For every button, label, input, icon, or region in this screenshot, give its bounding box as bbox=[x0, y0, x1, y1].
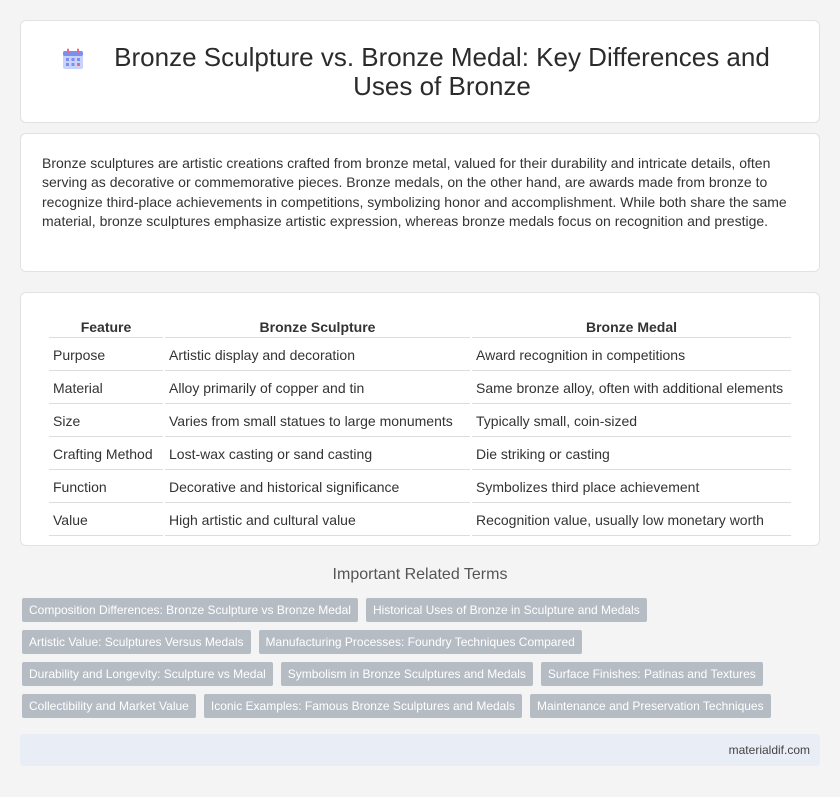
comparison-table bbox=[47, 313, 793, 538]
table-cell: Die striking or casting bbox=[472, 439, 791, 470]
term-tag[interactable]: Surface Finishes: Patinas and Textures bbox=[541, 662, 763, 686]
footer bbox=[20, 734, 820, 766]
table-row bbox=[49, 406, 791, 437]
column-header: Feature bbox=[49, 315, 163, 338]
table-cell: Alloy primarily of copper and tin bbox=[165, 373, 470, 404]
term-row bbox=[22, 598, 822, 622]
table-header-row bbox=[49, 315, 791, 338]
title-card bbox=[20, 20, 820, 123]
table-cell: Same bronze alloy, often with additional elements bbox=[472, 373, 791, 404]
table-cell: Purpose bbox=[49, 340, 163, 371]
table-row bbox=[49, 373, 791, 404]
term-tag[interactable]: Collectibility and Market Value bbox=[22, 694, 196, 718]
title-wrap bbox=[61, 43, 779, 101]
table-cell: Value bbox=[49, 505, 163, 536]
table-cell: Varies from small statues to large monuments bbox=[165, 406, 470, 437]
term-tag[interactable]: Composition Differences: Bronze Sculpture vs Bronze Medal bbox=[22, 598, 358, 622]
term-tag[interactable]: Maintenance and Preservation Techniques bbox=[530, 694, 771, 718]
table-cell: Material bbox=[49, 373, 163, 404]
table-row bbox=[49, 340, 791, 371]
intro-paragraph: Bronze sculptures are artistic creations crafted from bronze metal, valued for their durability and intricate details, often serving as decorative or commemorative pieces. Bronze medals, on the other hand, are awards made from bronze to recognize third-place achievements in competitions, symbolizing honor and accomplishment. While both share the same material, bronze sculptures emphasize artistic expression, whereas bronze medals focus on recognition and prestige. bbox=[42, 155, 787, 230]
column-header: Bronze Sculpture bbox=[165, 315, 470, 338]
intro-card bbox=[20, 133, 820, 272]
related-terms bbox=[22, 598, 822, 726]
related-terms-heading: Important Related Terms bbox=[332, 566, 508, 583]
table-cell: Decorative and historical significance bbox=[165, 472, 470, 503]
table-cell: Size bbox=[49, 406, 163, 437]
term-tag[interactable]: Manufacturing Processes: Foundry Techniques Compared bbox=[259, 630, 582, 654]
table-cell: Crafting Method bbox=[49, 439, 163, 470]
term-row bbox=[22, 662, 822, 686]
table-cell: Recognition value, usually low monetary worth bbox=[472, 505, 791, 536]
table-row bbox=[49, 439, 791, 470]
column-header: Bronze Medal bbox=[472, 315, 791, 338]
table-row bbox=[49, 505, 791, 536]
term-row bbox=[22, 694, 822, 718]
table-cell: Typically small, coin-sized bbox=[472, 406, 791, 437]
comparison-card bbox=[20, 292, 820, 546]
table-cell: Artistic display and decoration bbox=[165, 340, 470, 371]
calendar-icon bbox=[61, 47, 85, 71]
term-tag[interactable]: Historical Uses of Bronze in Sculpture and Medals bbox=[366, 598, 647, 622]
table-cell: Award recognition in competitions bbox=[472, 340, 791, 371]
term-row bbox=[22, 630, 822, 654]
table-row bbox=[49, 472, 791, 503]
footer-site-link[interactable]: materialdif.com bbox=[728, 743, 810, 757]
table-cell: Symbolizes third place achievement bbox=[472, 472, 791, 503]
page-title: Bronze Sculpture vs. Bronze Medal: Key Differences and Uses of Bronze bbox=[114, 41, 770, 101]
term-tag[interactable]: Symbolism in Bronze Sculptures and Medals bbox=[281, 662, 533, 686]
table-cell: High artistic and cultural value bbox=[165, 505, 470, 536]
term-tag[interactable]: Iconic Examples: Famous Bronze Sculptures and Medals bbox=[204, 694, 522, 718]
table-cell: Function bbox=[49, 472, 163, 503]
term-tag[interactable]: Artistic Value: Sculptures Versus Medals bbox=[22, 630, 251, 654]
table-cell: Lost-wax casting or sand casting bbox=[165, 439, 470, 470]
term-tag[interactable]: Durability and Longevity: Sculpture vs Medal bbox=[22, 662, 273, 686]
